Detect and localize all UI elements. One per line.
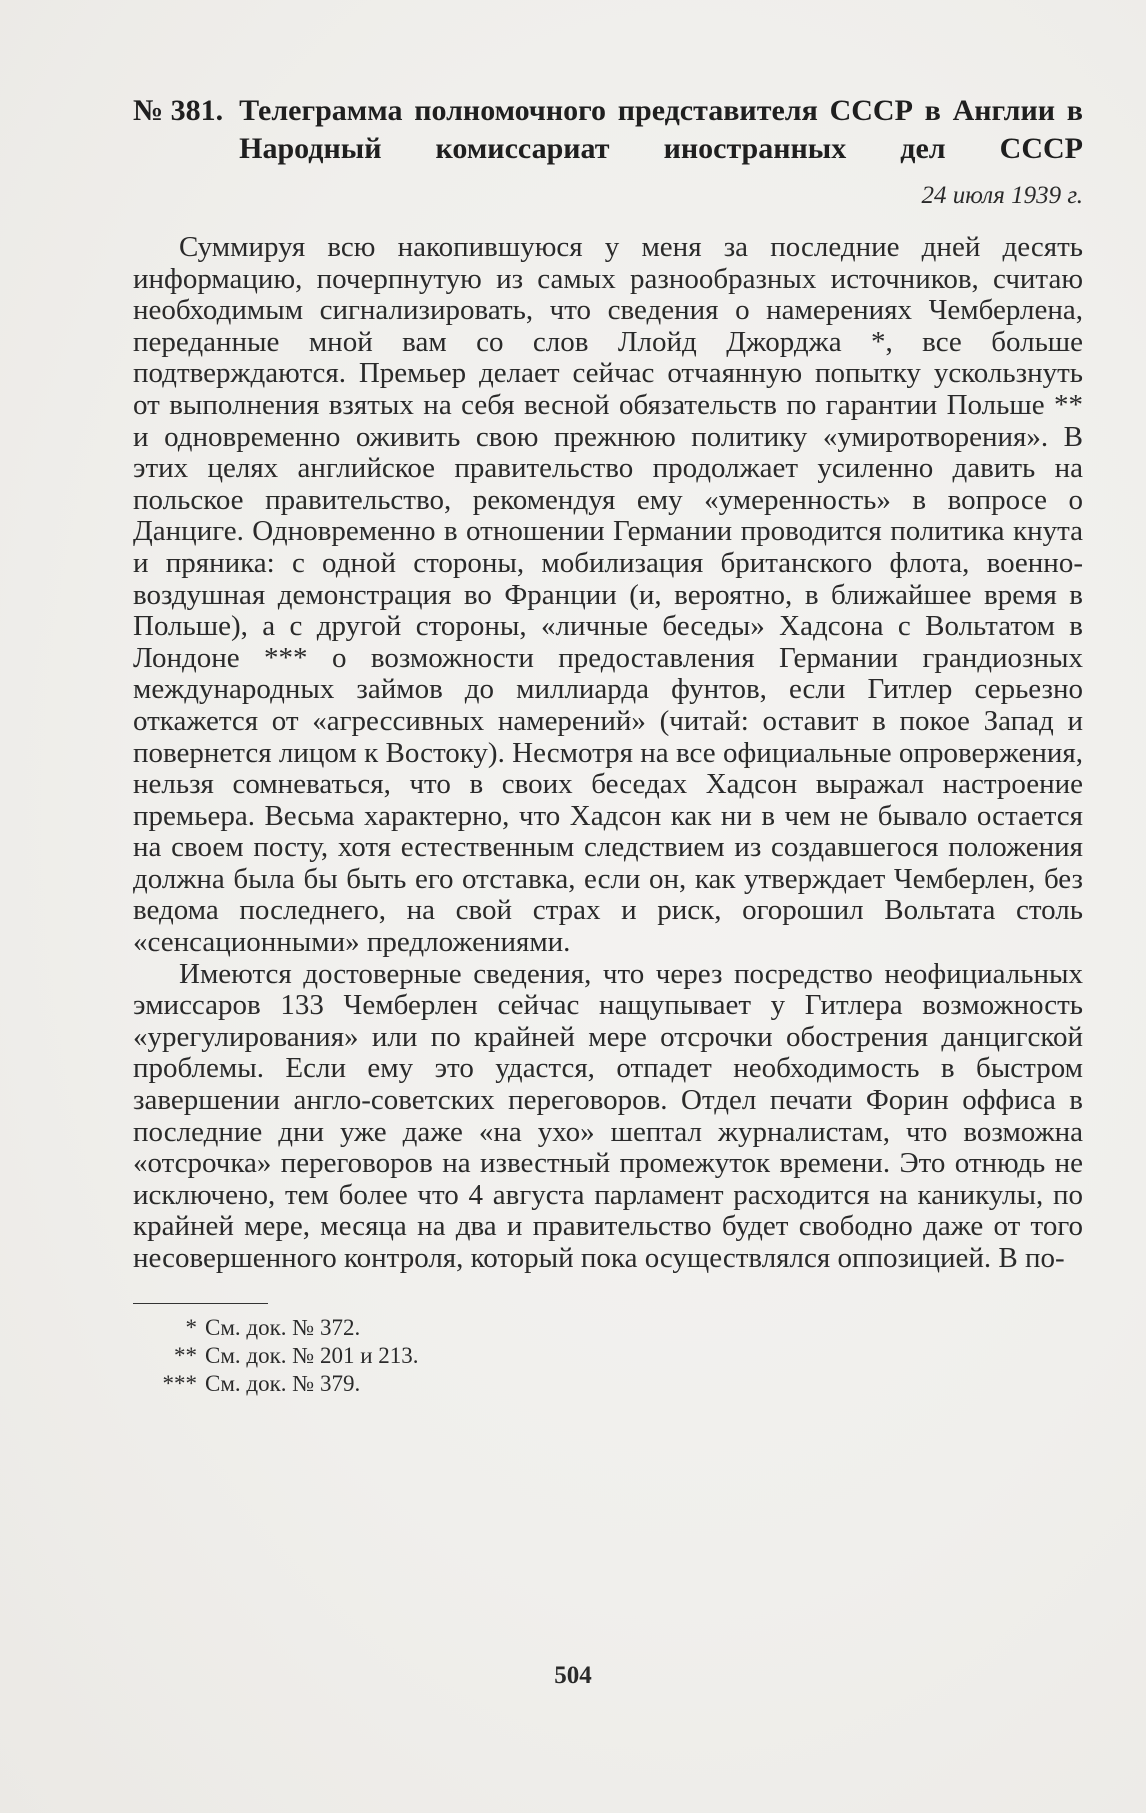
document-date: 24 июля 1939 г. — [921, 182, 1083, 209]
footnote-text: См. док. № 201 и 213. — [205, 1342, 419, 1368]
body-paragraph: Суммируя всю накопившуюся у меня за последние дней десять информацию, почерпнутую из самых разнообразных источников, считаю необходимым сигнализировать, что сведения о намерениях Чемберлена, переданные мной вам со слов Ллойд Джорджа *, все больше подтверждаются. Премьер делает сейчас отчаянную попытку ускользнуть от выполнения взятых на себя весной обязательств по гарантии Польше ** и одновременно оживить свою прежнюю политику «умиротворения». В этих целях английское правительство продолжает усиленно давить на польское правительство, рекомендуя ему «умеренность» в вопросе о Данциге. Одновременно в отношении Германии проводится политика кнута и пряника: с одной стороны, мобилизация британского флота, военно-воздушная демонстрация во Франции (и, вероятно, в ближайшее время в Польше), а с другой стороны, «личные беседы» Хадсона с Вольтатом в Лондоне *** о возможности предоставления Германии грандиозных международных займов до миллиарда фунтов, если Гитлер серьезно откажется от «агрессивных намерений» (читай: оставит в покое Запад и повернется лицом к Востоку). Несмотря на все официальные опровержения, нельзя сомневаться, что в своих беседах Хадсон выражал настроение премьера. Весьма характерно, что Хадсон как ни в чем не бывало остается на своем посту, хотя естественным следствием из создавшегося положения должна была бы быть его отставка, если он, как утверждает Чемберлен, без ведома последнего, на свой страх и риск, огорошил Вольтата столь «сенсационными» предложениями. — [133, 231, 1083, 959]
document-title: Телеграмма полномочного представителя СССР в Англии в Народный комиссариат иностранных дел СССР — [239, 94, 1083, 165]
footnotes — [133, 1314, 1083, 1398]
footnote-mark: *** — [162, 1370, 197, 1396]
document-heading — [133, 92, 1083, 168]
document-number: № 381. — [133, 94, 224, 127]
footnote — [133, 1314, 1083, 1342]
footnote-mark: ** — [174, 1342, 197, 1368]
footnote-text: См. док. № 379. — [205, 1370, 361, 1396]
page-number: 504 — [554, 1662, 592, 1689]
footnote-divider — [133, 1303, 268, 1304]
footnote-mark: * — [185, 1314, 197, 1340]
footnote — [133, 1370, 1083, 1398]
footnote-text: См. док. № 372. — [205, 1314, 361, 1340]
body-paragraph: Имеются достоверные сведения, что через посредство неофициальных эмиссаров 133 Чемберлен сейчас нащупывает у Гитлера возможность «урегулирования» или по крайней мере отсрочки обострения данцигской проблемы. Если ему это удастся, отпадет необходимость в быстром завершении англо-советских переговоров. Отдел печати Форин оффиса в последние дни уже даже «на ухо» шептал журналистам, что возможна «отсрочка» переговоров на известный промежуток времени. Это отнюдь не исключено, тем более что 4 августа парламент расходится на каникулы, по крайней мере, месяца на два и правительство будет свободно даже от того несовершенного контроля, который пока осуществлялся оппозицией. В по- — [133, 957, 1083, 1274]
footnote — [133, 1342, 1083, 1370]
page-content — [133, 92, 1083, 1398]
